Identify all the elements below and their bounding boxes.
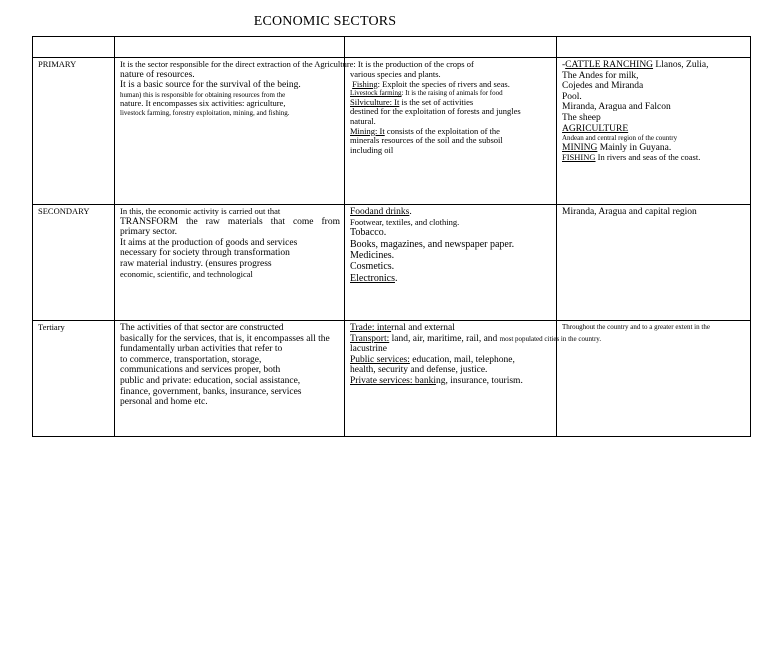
table-header-row <box>33 37 751 58</box>
economic-sectors-table <box>32 36 751 437</box>
region-label: MINING <box>562 142 598 153</box>
activity-line: including oil <box>350 144 394 155</box>
regions-secondary <box>557 205 751 321</box>
activity-line: health, security and defense, justice. <box>350 365 488 376</box>
activity-label: Electronics <box>350 272 395 284</box>
activity-text: : It is the raising of animals for food <box>401 89 503 98</box>
definition-line: public and private: education, social assistance, <box>120 375 301 386</box>
activity-text: consists of the exploitation of the <box>384 125 500 136</box>
definition-line: economic, scientific, and technological <box>120 268 253 279</box>
activities-primary <box>345 58 557 205</box>
activity-line: various species and plants. <box>350 69 441 79</box>
definition-line: communications and services proper, both <box>120 365 281 376</box>
header-cell-3 <box>345 37 557 58</box>
region-line: The sheep <box>562 112 601 123</box>
definition-line: human) this is responsible for obtaining resources from the <box>120 90 286 99</box>
definition-line: In this, the economic activity is carried out that <box>120 206 281 216</box>
definition-secondary <box>115 205 345 321</box>
header-cell-2 <box>115 37 345 58</box>
page-title: ECONOMIC SECTORS <box>253 14 397 29</box>
region-label: CATTLE RANCHING <box>565 60 654 70</box>
region-line: Cojedes and Miranda <box>562 81 644 92</box>
activity-line: Tobacco. <box>350 227 387 239</box>
definition-line: It aims at the production of goods and services <box>120 237 298 248</box>
sector-name-primary: PRIMARY <box>33 58 115 205</box>
table-row-primary <box>33 58 751 205</box>
definition-line: It is a basic source for the survival of the being. <box>120 80 301 91</box>
region-text: - <box>562 60 566 70</box>
definition-line: nature of resources. <box>120 69 195 80</box>
definition-line: finance, government, banks, insurance, services <box>120 386 302 397</box>
region-line: Pool. <box>562 91 582 102</box>
activity-label: Livestock farming <box>350 89 402 98</box>
activity-text: ng, insurance, tourism. <box>436 375 523 386</box>
regions-primary <box>557 58 751 205</box>
definition-line: primary sector. <box>120 227 177 238</box>
region-text: In rivers and seas of the coast. <box>595 152 701 163</box>
region-line: The Andes for milk, <box>562 70 639 81</box>
region-text: Mainly in Guyana. <box>597 142 672 153</box>
table-row-tertiary <box>33 321 751 437</box>
activity-text: land, air, maritime, rail, and <box>389 333 500 344</box>
region-line: Andean and central region of the country <box>562 134 678 143</box>
activity-label: Mining: It <box>350 125 385 136</box>
activity-line: Medicines. <box>350 250 395 261</box>
activity-line: Footwear, textiles, and clothing. <box>350 216 460 227</box>
activity-label: Private services: banki <box>350 375 437 386</box>
activity-text: : Exploit the species of rivers and seas. <box>377 78 510 89</box>
activity-text: is the set of activities <box>399 96 474 107</box>
sector-name-tertiary: Tertiary <box>33 321 115 437</box>
activity-line: Cosmetics. <box>350 261 395 273</box>
region-text: Llanos, Zulia, <box>653 60 709 70</box>
definition-tertiary <box>115 321 345 437</box>
activity-label: Public services: <box>350 354 410 365</box>
definition-line: fundamentally urban activities that refer to <box>120 344 283 355</box>
region-line: Miranda, Aragua and capital region <box>562 207 697 217</box>
definition-line: The activities of that sector are constructed <box>120 323 284 333</box>
activities-tertiary <box>345 321 602 437</box>
activity-label: Fishing <box>352 78 378 89</box>
activities-secondary <box>345 205 557 321</box>
table-row-secondary <box>33 205 751 321</box>
sector-name-secondary: SECONDARY <box>33 205 115 321</box>
definition-line: nature. It encompasses six activities: agriculture, <box>120 98 286 109</box>
activity-label: Silviculture: It <box>350 96 400 107</box>
activity-line: natural. <box>350 115 376 126</box>
activity-label: Trade: inte <box>350 323 392 333</box>
activity-text: . <box>394 272 398 284</box>
definition-line: personal and home etc. <box>120 397 208 408</box>
region-line: Throughout the country and to a greater extent in the <box>562 323 710 331</box>
activity-text: education, mail, telephone, <box>409 354 515 365</box>
header-cell-4 <box>557 37 751 58</box>
region-label: FISHING <box>562 152 596 163</box>
activity-label: Transport: <box>350 333 390 344</box>
activity-label: Foodand drinks <box>350 207 410 217</box>
activity-text: . <box>409 207 412 217</box>
activity-line: Books, magazines, and newspaper paper. <box>350 238 515 250</box>
region-label: AGRICULTURE <box>562 123 629 134</box>
definition-line: TRANSFORM the raw materials that come from <box>120 216 340 227</box>
activity-line: lacustrine <box>350 344 387 355</box>
definition-line: It is the sector responsible for the direct extraction of the Agriculture: It is the production of the crops of <box>120 59 474 69</box>
activity-line: minerals resources of the soil and the subsoil <box>350 135 503 146</box>
activity-text: rnal and external <box>391 323 455 333</box>
definition-line: livestock farming, forestry exploitation, mining, and fishing. <box>120 108 290 117</box>
definition-line: to commerce, transportation, storage, <box>120 354 262 365</box>
activity-line: destined for the exploitation of forests and jungles <box>350 106 521 117</box>
definition-line: necessary for society through transformation <box>120 248 290 259</box>
definition-line: raw material industry. (ensures progress <box>120 258 272 269</box>
activity-text: most populated cities in the country. <box>499 334 602 343</box>
definition-line: basically for the services, that is, it encompasses all the <box>120 333 330 344</box>
header-cell-1 <box>33 37 115 58</box>
region-line: Miranda, Aragua and Falcon <box>562 102 671 113</box>
